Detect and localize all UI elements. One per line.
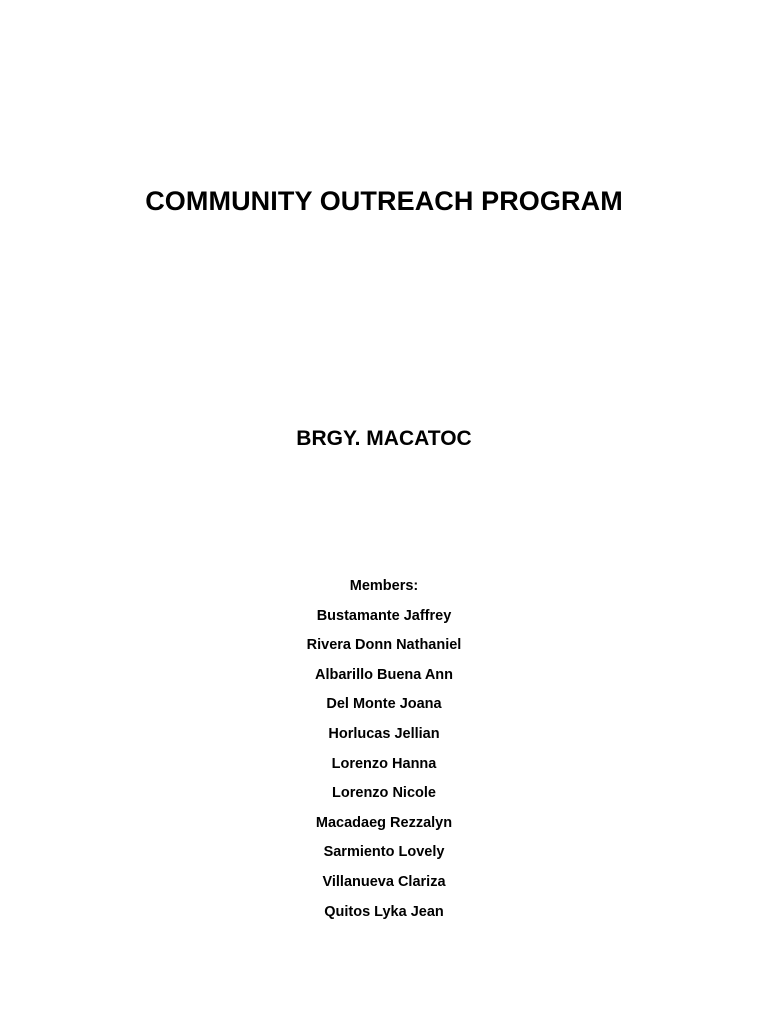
document-title: COMMUNITY OUTREACH PROGRAM [145, 186, 623, 216]
members-heading: Members: [349, 578, 419, 594]
member-name: Lorenzo Nicole [332, 785, 436, 802]
member-name: Bustamante Jaffrey [316, 607, 452, 624]
member-name: Rivera Donn Nathaniel [306, 637, 462, 654]
member-list [0, 605, 768, 931]
member-name: Villanueva Clariza [322, 873, 446, 890]
member-name: Albarillo Buena Ann [314, 666, 454, 683]
member-name: Quitos Lyka Jean [324, 903, 444, 920]
member-name: Lorenzo Hanna [331, 755, 437, 772]
member-name: Horlucas Jellian [328, 725, 440, 742]
member-name: Del Monte Joana [326, 696, 442, 713]
member-name: Macadaeg Rezzalyn [315, 814, 453, 831]
location-heading: BRGY. MACATOC [296, 427, 472, 450]
members-section [0, 575, 768, 930]
member-name: Sarmiento Lovely [323, 844, 445, 861]
